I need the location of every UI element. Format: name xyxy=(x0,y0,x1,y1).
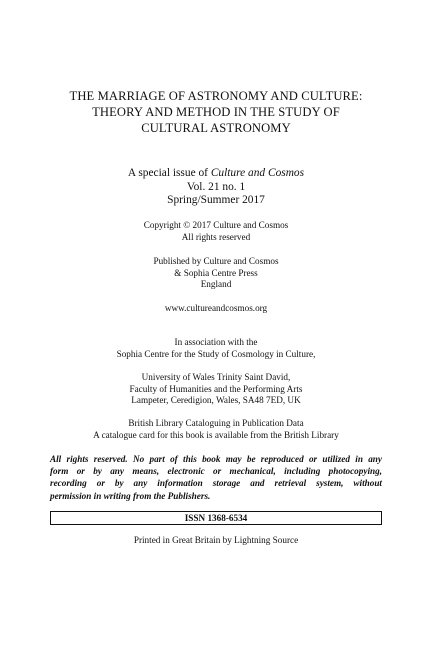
rights-notice xyxy=(50,453,382,502)
address-line: University of Wales Trinity Saint David, xyxy=(141,372,291,382)
publisher-info xyxy=(50,256,382,291)
address-line: Faculty of Humanities and the Performing Arts xyxy=(129,383,303,394)
association-info xyxy=(50,337,382,360)
university-address xyxy=(50,372,382,407)
publisher-line: England xyxy=(200,279,232,290)
issue-prefix: A special issue of xyxy=(127,167,211,179)
publisher-line: & Sophia Centre Press xyxy=(174,267,258,278)
printer-text: Printed in Great Britain by Lightning Source xyxy=(133,535,299,545)
website xyxy=(50,303,382,315)
volume-line: Vol. 21 no. 1 xyxy=(186,180,246,193)
issn-text: ISSN 1368-6534 xyxy=(184,513,248,523)
journal-name: Culture and Cosmos xyxy=(210,167,305,179)
book-title xyxy=(50,88,382,136)
copyright-notice xyxy=(50,220,382,243)
association-line: In association with the xyxy=(174,337,258,347)
rights-line: permission in writing from the Publishers. xyxy=(50,490,211,501)
title-line: THEORY AND METHOD IN THE STUDY OF xyxy=(92,105,340,119)
issue-info xyxy=(50,167,382,208)
british-library-notice xyxy=(50,418,382,441)
title-line: THE MARRIAGE OF ASTRONOMY AND CULTURE: xyxy=(69,89,363,103)
title-line: CULTURAL ASTRONOMY xyxy=(141,121,291,135)
address-line: Lampeter, Ceredigion, Wales, SA48 7ED, UK xyxy=(131,395,301,406)
copyright-line: Copyright © 2017 Culture and Cosmos xyxy=(143,220,289,230)
issn-box xyxy=(50,511,382,525)
issue-line xyxy=(50,167,382,181)
rights-line: form or by any means, electronic or mechanical, including photocopying, xyxy=(50,466,382,477)
publisher-line: Published by Culture and Cosmos xyxy=(153,256,279,266)
printer-notice xyxy=(50,535,382,547)
copyright-line: All rights reserved xyxy=(181,231,251,242)
season-line: Spring/Summer 2017 xyxy=(167,194,265,206)
rights-line: All rights reserved. No part of this book may be reproduced or utilized in any xyxy=(50,454,382,464)
website-text: www.cultureandcosmos.org xyxy=(164,303,268,313)
association-line: Sophia Centre for the Study of Cosmology in Culture, xyxy=(116,348,316,359)
bl-line: A catalogue card for this book is available from the British Library xyxy=(93,429,339,440)
rights-line: recording or by any information storage and retrieval system, without xyxy=(50,478,382,489)
bl-line: British Library Cataloguing in Publication Data xyxy=(128,418,304,428)
